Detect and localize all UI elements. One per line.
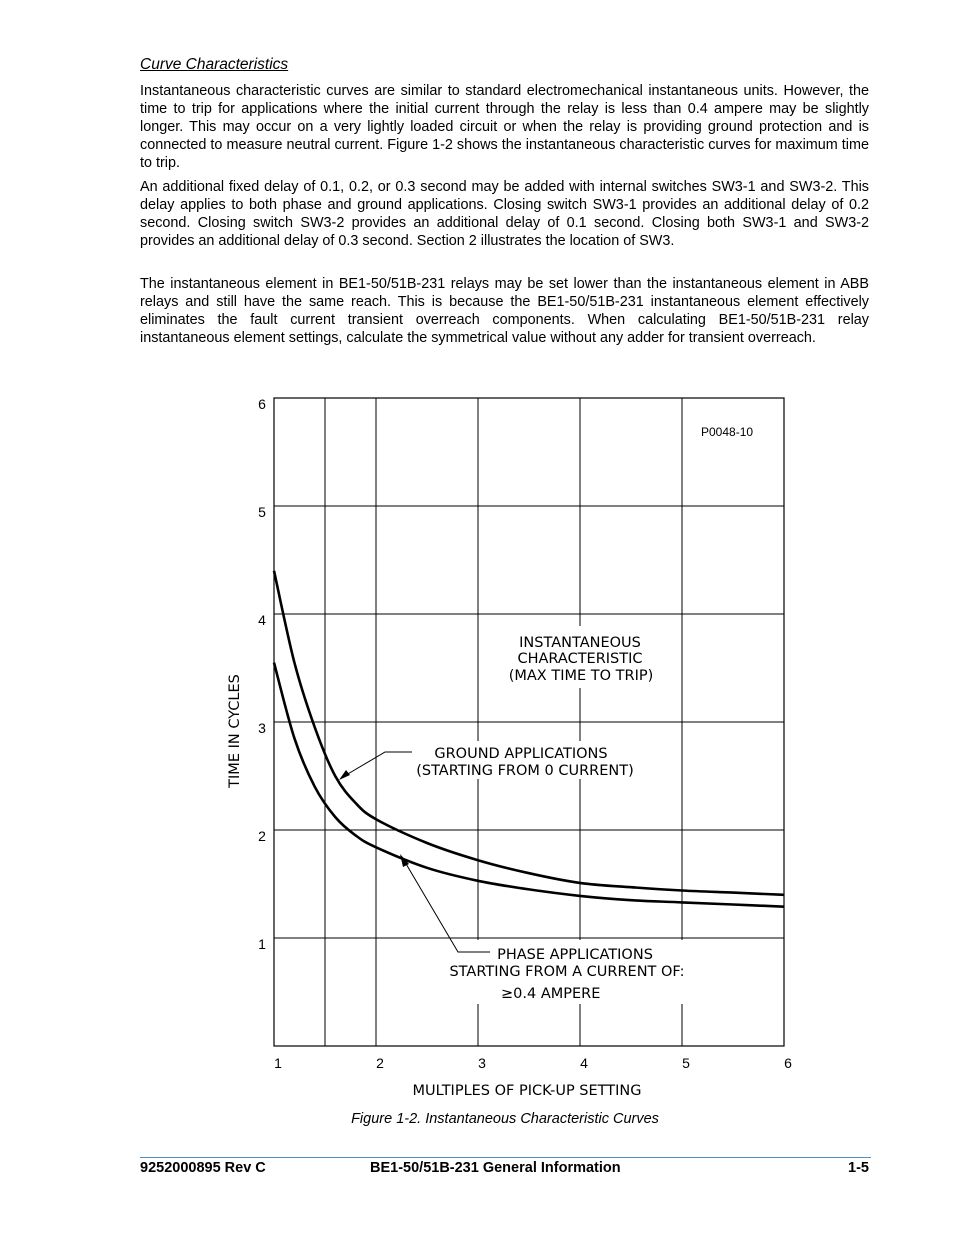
ground-leader-arrowhead — [339, 770, 350, 780]
x-tick-label: 5 — [682, 1055, 690, 1071]
footer-document-number: 9252000895 Rev C — [140, 1160, 266, 1176]
x-tick-label: 1 — [274, 1055, 282, 1071]
x-tick-labels — [274, 1055, 792, 1071]
chart-title-line-3: (MAX TIME TO TRIP) — [508, 668, 654, 684]
curve-series — [274, 571, 784, 907]
paragraph-instantaneous-element: The instantaneous element in BE1-50/51B-231 relays may be set lower than the instantaneous element in ABB relays and still have the same reach. This is because the BE1-50/51B-231 instantaneous element effectively eliminates the fault current transient overreach components. When calculating BE1-50/51B-231 relay instantaneous element settings, calculate the symmetrical value without any adder for transient overreach. — [140, 276, 869, 346]
y-tick-label: 4 — [258, 612, 266, 628]
footer-rule — [140, 1157, 871, 1158]
phase-label-line-2: STARTING FROM A CURRENT OF: — [449, 964, 685, 980]
x-axis-label: MULTIPLES OF PICK-UP SETTING — [412, 1083, 642, 1099]
y-axis-label: TIME IN CYCLES — [227, 674, 243, 788]
x-tick-label: 6 — [784, 1055, 792, 1071]
x-tick-label: 4 — [580, 1055, 588, 1071]
phase-curve — [274, 663, 784, 907]
ground-label-line-1: GROUND APPLICATIONS — [434, 746, 608, 762]
chart-title-line-1: INSTANTANEOUS — [519, 635, 641, 651]
drawing-number: P0048-10 — [701, 425, 754, 439]
phase-label-line-1: PHASE APPLICATIONS — [497, 947, 653, 963]
figure-caption: Figure 1-2. Instantaneous Characteristic Curves — [351, 1111, 659, 1127]
y-tick-label: 6 — [258, 396, 266, 412]
phase-label-line-3: ≥0.4 AMPERE — [501, 986, 601, 1002]
ground-label-line-2: (STARTING FROM 0 CURRENT) — [416, 763, 634, 779]
y-tick-labels — [258, 396, 266, 952]
section-heading: Curve Characteristics — [140, 56, 289, 73]
y-tick-label: 2 — [258, 828, 266, 844]
chart-title-line-2: CHARACTERISTIC — [517, 651, 643, 667]
footer-page-number: 1-5 — [848, 1160, 869, 1176]
paragraph-additional-delay: An additional fixed delay of 0.1, 0.2, or 0.3 second may be added with internal switches SW3-1 and SW3-2. This delay applies to both phase and ground applications. Closing switch SW3-1 provides an additional delay of 0.2 second. Closing switch SW3-2 provides an additional delay of 0.1 second. Closing both SW3-1 and SW3-2 provides an additional delay of 0.3 second. Section 2 illustrates the location of SW3. — [140, 179, 869, 249]
y-tick-label: 3 — [258, 720, 266, 736]
y-tick-label: 1 — [258, 936, 266, 952]
footer-title: BE1-50/51B-231 General Information — [370, 1160, 621, 1176]
x-tick-label: 2 — [376, 1055, 384, 1071]
y-tick-label: 5 — [258, 504, 266, 520]
paragraph-curve-description: Instantaneous characteristic curves are similar to standard electromechanical instantaneous units. However, the time to trip for applications where the initial current through the relay is less than 0.4 ampere may be slightly longer. This may occur on a very lightly loaded circuit or when the relay is providing ground protection and is connected to measure neutral current. Figure 1-2 shows the instantaneous characteristic curves for maximum time to trip. — [140, 83, 869, 171]
ground-curve — [274, 571, 784, 895]
x-tick-label: 3 — [478, 1055, 486, 1071]
